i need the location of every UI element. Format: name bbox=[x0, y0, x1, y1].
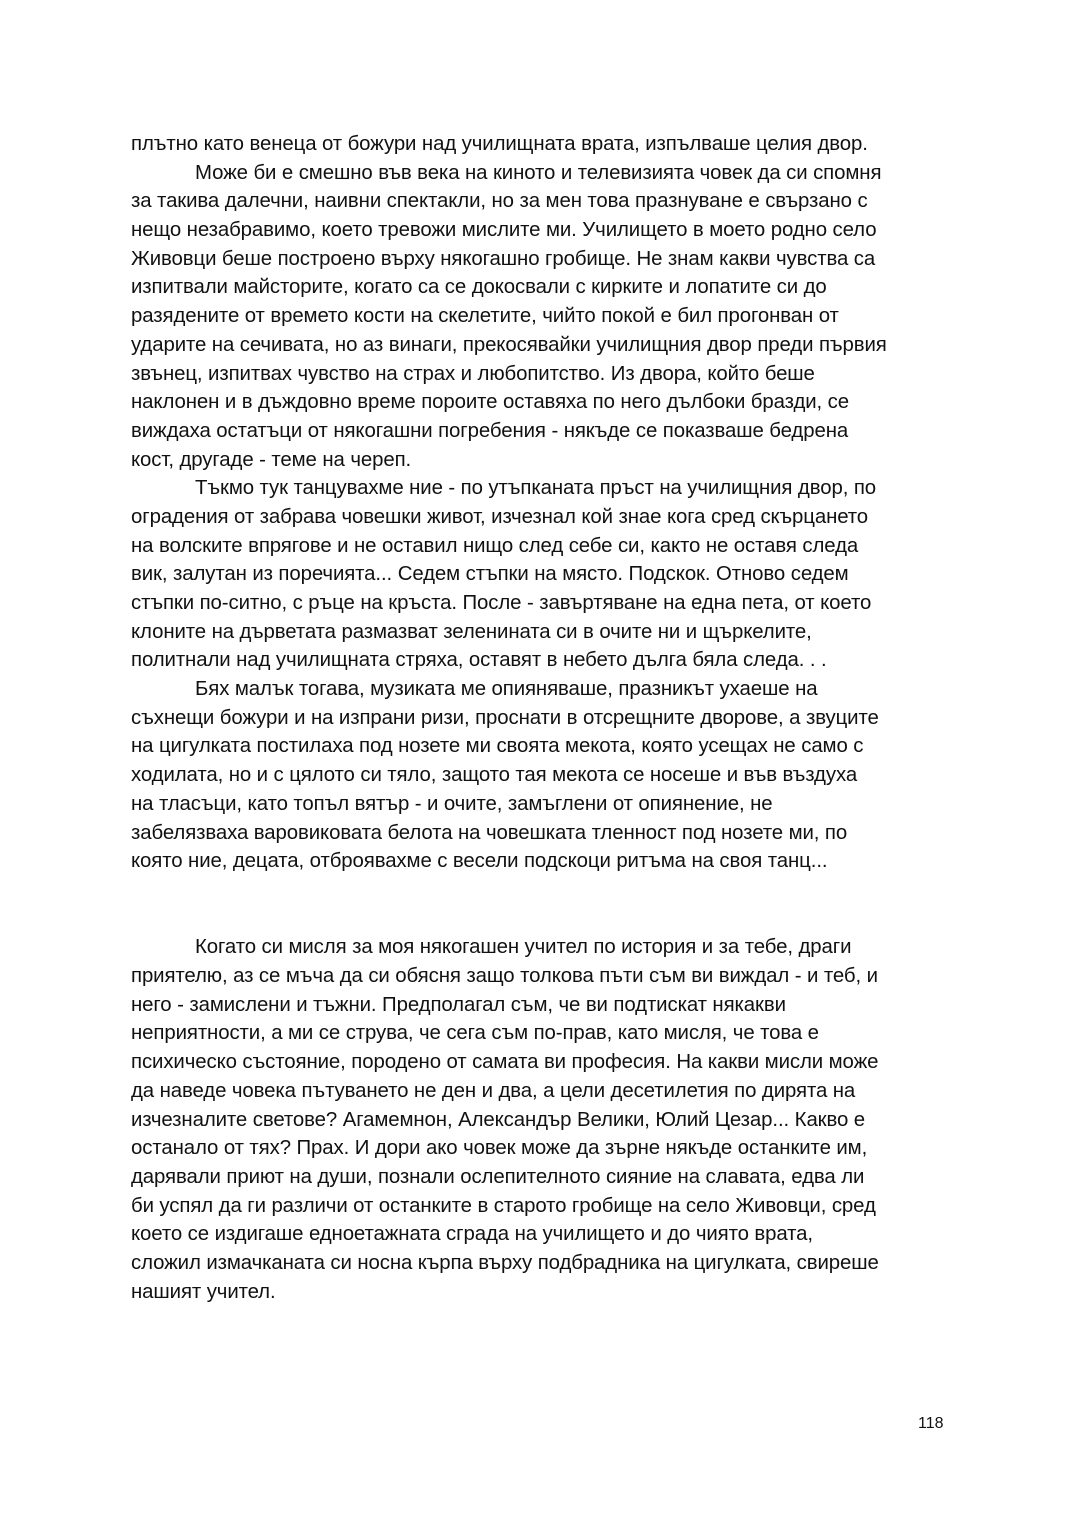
text-line: което се издигаше едноетажната сграда на училището и до чиято врата, bbox=[131, 1223, 813, 1246]
text-line: Може би е смешно във века на киното и телевизията човек да си спомня bbox=[195, 161, 882, 184]
text-line: изпитвали майсторите, когато са се докосвали с кирките и лопатите си до bbox=[131, 276, 827, 299]
text-line: психическо състояние, породено от самата ви професия. На какви мисли може bbox=[131, 1051, 879, 1074]
text-line: на тласъци, като топъл вятър - и очите, замъглени от опиянение, не bbox=[131, 792, 773, 815]
text-line: останало от тях? Прах. И дори ако човек може да зърне някъде останките им, bbox=[131, 1137, 868, 1160]
text-line: Бях малък тогава, музиката ме опияняваше, празникът ухаеше на bbox=[195, 678, 818, 701]
text-line: Когато си мисля за моя някогашен учител по история и за тебе, драги bbox=[195, 936, 852, 959]
text-line: неприятности, а ми се струва, че сега съм по-прав, като мисля, че това е bbox=[131, 1022, 819, 1045]
text-line: изчезналите светове? Агамемнон, Александър Велики, Юлий Цезар... Какво е bbox=[131, 1108, 866, 1131]
text-line: политнали над училищната стряха, оставят в небето дълга бяла следа. . . bbox=[131, 649, 827, 672]
paragraph bbox=[131, 933, 961, 1306]
text-line: Живовци беше построено върху някогашно гробище. Не знам какви чувства са bbox=[131, 247, 876, 270]
text-line: дарявали приют на души, познали ослепителното сияние на славата, едва ли bbox=[131, 1165, 865, 1188]
paragraph bbox=[131, 159, 961, 475]
paragraph bbox=[131, 130, 961, 159]
section-break bbox=[131, 876, 961, 934]
text-line: която ние, децата, отброявахме с весели подскоци ритъма на своя танц... bbox=[131, 850, 828, 873]
body-text bbox=[131, 130, 961, 1306]
text-line: на цигулката постилаха под нозете ми своята мекота, която усещах не само с bbox=[131, 735, 864, 758]
text-line: нашият учител. bbox=[131, 1280, 276, 1303]
text-line: кост, другаде - теме на череп. bbox=[131, 448, 412, 471]
paragraph bbox=[131, 675, 961, 876]
page-number: 118 bbox=[918, 1415, 944, 1432]
text-line: приятелю, аз се мъча да си обясня защо толкова пъти съм ви виждал - и теб, и bbox=[131, 965, 878, 988]
text-line: би успял да ги различи от останките в старото гробище на село Живовци, сред bbox=[131, 1194, 876, 1217]
text-line: оградения от забрава човешки живот, изчезнал кой знае кога сред скърцането bbox=[131, 505, 869, 528]
text-line: виждаха остатъци от някогашни погребения - някъде се показваше бедрена bbox=[131, 419, 849, 442]
text-line: нещо незабравимо, което тревожи мислите ми. Училището в моето родно село bbox=[131, 219, 877, 242]
text-line: сложил измачканата си носна кърпа върху подбрадника на цигулката, свиреше bbox=[131, 1251, 879, 1274]
text-line: вик, залутан из поречията... Седем стъпки на място. Подскок. Отново седем bbox=[131, 563, 849, 586]
text-line: разядените от времето кости на скелетите, чийто покой е бил прогонван от bbox=[131, 305, 839, 328]
text-line: забелязваха варовиковата белота на човешката тленност под нозете ми, по bbox=[131, 821, 848, 844]
text-line: ударите на сечивата, но аз винаги, прекосявайки училищния двор преди първия bbox=[131, 333, 887, 356]
text-line: него - замислени и тъжни. Предполагал съм, че ви подтискат някакви bbox=[131, 993, 786, 1016]
text-line: ходилата, но и с цялото си тяло, защото тая мекота се носеше и във въздуха bbox=[131, 764, 858, 787]
text-line: за такива далечни, наивни спектакли, но за мен това празнуване е свързано с bbox=[131, 190, 868, 213]
text-line: стъпки по-ситно, с ръце на кръста. После - завъртяване на една пета, от което bbox=[131, 592, 872, 614]
text-line: на волските впрягове и не оставил нищо след себе си, както не оставя следа bbox=[131, 534, 859, 557]
text-line: Тъкмо тук танцувахме ние - по утъпканата пръст на училищния двор, по bbox=[195, 477, 877, 500]
text-line: съхнещи божури и на изпрани ризи, проснати в отсрещните дворове, а звуците bbox=[131, 706, 879, 729]
text-line: плътно като венеца от божури над училищната врата, изпълваше целия двор. bbox=[131, 133, 868, 155]
text-line: клоните на дърветата размазват зеленината си в очите ни и щъркелите, bbox=[131, 620, 812, 643]
text-line: да наведе човека пътуването не ден и два, а цели десетилетия по дирята на bbox=[131, 1079, 856, 1102]
paragraph bbox=[131, 474, 961, 675]
text-line: звънец, изпитвах чувство на страх и любопитство. Из двора, който беше bbox=[131, 362, 815, 385]
text-line: наклонен и в дъждовно време пороите оставяха по него дълбоки бразди, се bbox=[131, 391, 849, 414]
